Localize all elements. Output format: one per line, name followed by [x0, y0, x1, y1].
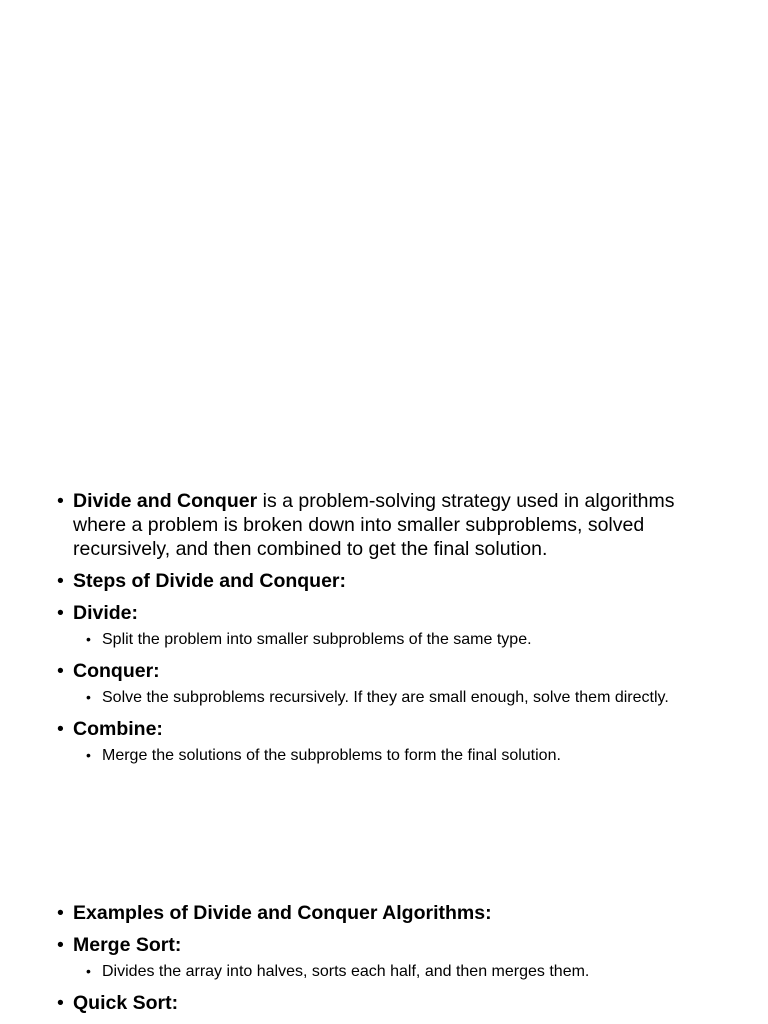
bullet-icon: • [57, 934, 64, 956]
intro-text: is a problem-solving strategy used in algorithms where a problem is broken down into smaller subproblems, solved recursively, and then combined to get the final solution. [73, 490, 675, 560]
bullet-icon: • [57, 718, 64, 740]
bullet-icon: • [57, 602, 64, 624]
quick-sort-title: Quick Sort: [73, 992, 179, 1014]
example-merge-sort [57, 933, 717, 957]
step-combine-title: Combine: [73, 718, 163, 740]
step-conquer [57, 659, 717, 683]
step-divide-detail-text: Split the problem into smaller subproblems of the same type. [102, 631, 532, 648]
step-conquer-title: Conquer: [73, 660, 160, 682]
examples-section [57, 901, 717, 1023]
merge-sort-detail [86, 961, 717, 982]
step-conquer-detail [86, 687, 717, 708]
examples-heading [57, 901, 717, 925]
merge-sort-detail-text: Divides the array into halves, sorts each half, and then merges them. [102, 963, 590, 980]
steps-heading [57, 569, 717, 593]
bullet-icon: • [57, 992, 64, 1014]
definition-section [57, 489, 717, 775]
bullet-icon: • [86, 631, 91, 647]
bullet-icon: • [57, 570, 64, 592]
merge-sort-title: Merge Sort: [73, 934, 182, 956]
intro-paragraph [57, 489, 717, 561]
example-quick-sort [57, 991, 717, 1015]
bullet-icon: • [86, 963, 91, 979]
bullet-icon: • [86, 747, 91, 763]
step-divide [57, 601, 717, 625]
bullet-icon: • [86, 689, 91, 705]
step-combine-detail [86, 745, 717, 766]
bullet-icon: • [57, 490, 64, 512]
step-divide-title: Divide: [73, 602, 139, 624]
intro-term: Divide and Conquer [73, 490, 258, 512]
step-conquer-detail-text: Solve the subproblems recursively. If they are small enough, solve them directly. [102, 689, 669, 706]
step-combine-detail-text: Merge the solutions of the subproblems to form the final solution. [102, 747, 561, 764]
bullet-icon: • [57, 660, 64, 682]
steps-heading-text: Steps of Divide and Conquer: [73, 570, 347, 592]
bullet-icon: • [57, 902, 64, 924]
step-divide-detail [86, 629, 717, 650]
examples-heading-text: Examples of Divide and Conquer Algorithms: [73, 902, 492, 924]
step-combine [57, 717, 717, 741]
